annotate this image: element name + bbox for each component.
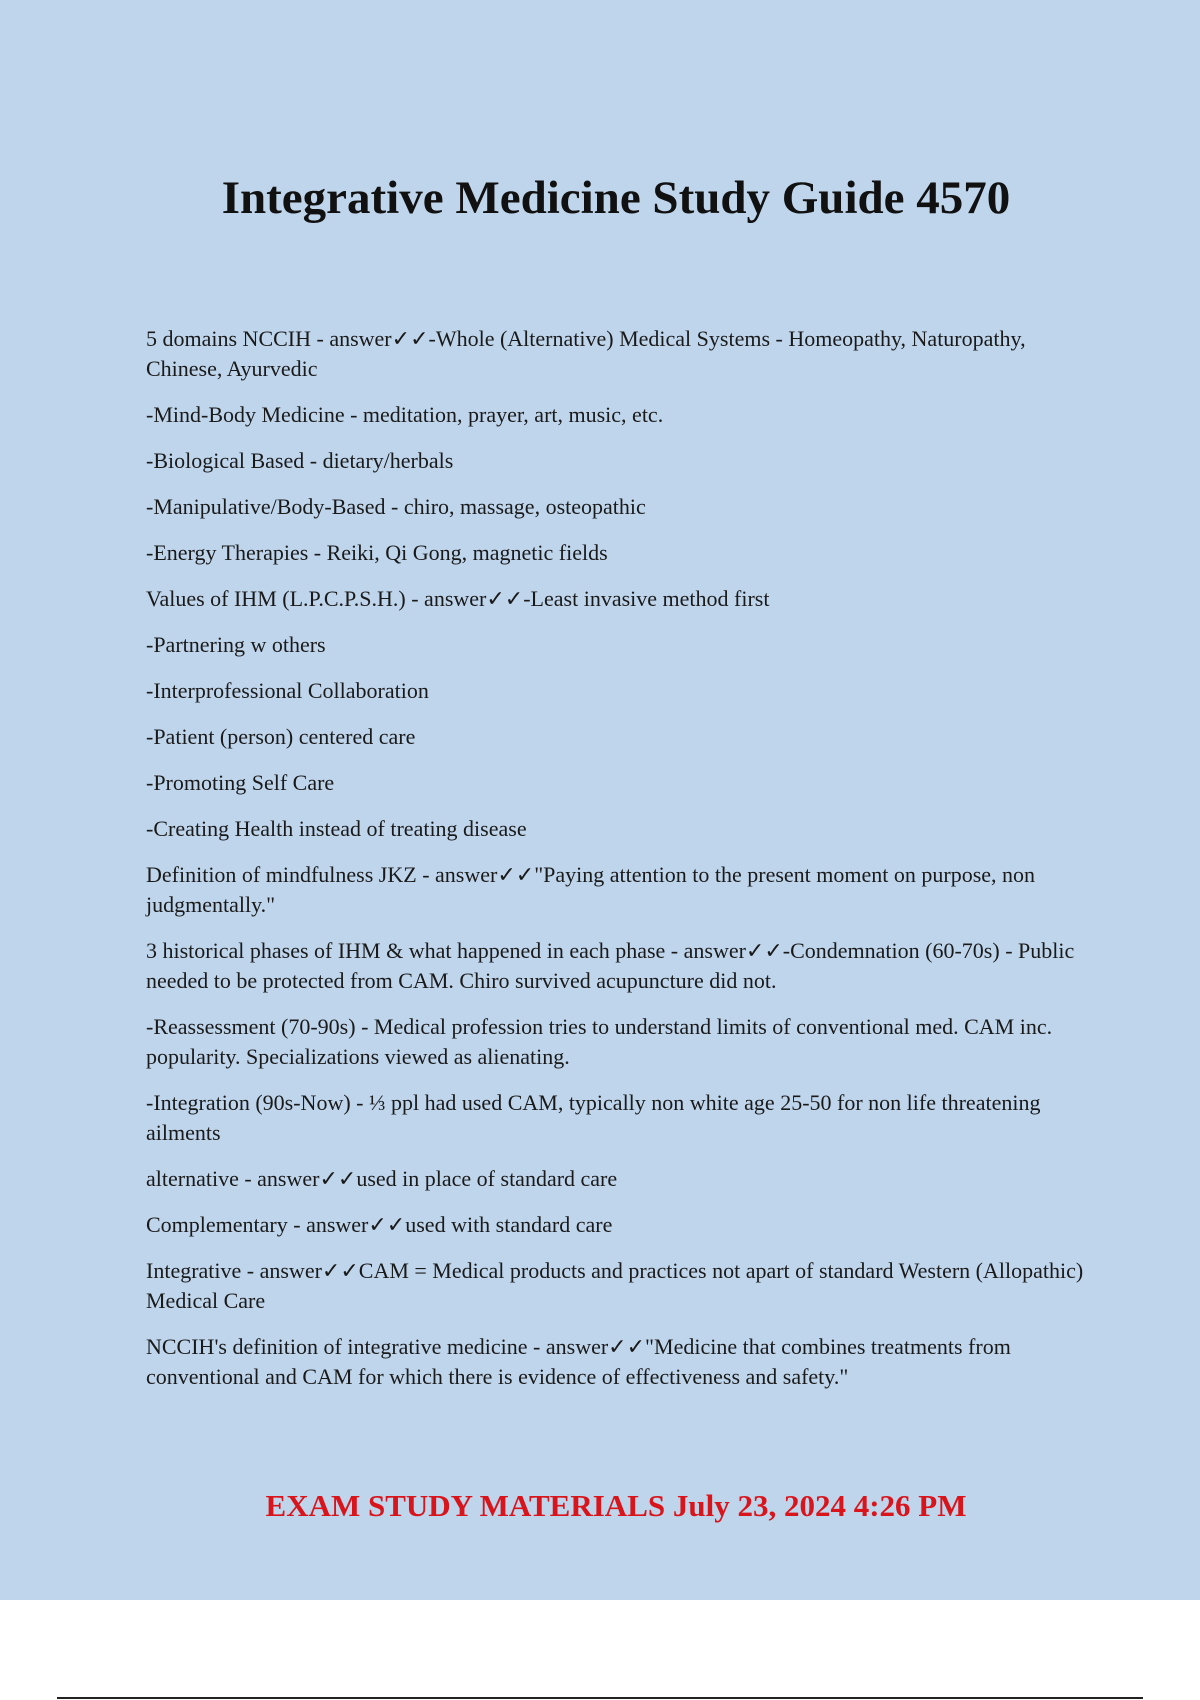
document-title: Integrative Medicine Study Guide 4570 <box>221 172 1011 224</box>
paragraph-reassessment: -Reassessment (70-90s) - Medical profession tries to understand limits of conventional med. CAM inc. popularity. Specializations viewed as alienating. <box>146 1014 1053 1069</box>
study-guide-content <box>146 324 1086 1408</box>
paragraph-self-care: -Promoting Self Care <box>146 770 335 795</box>
paragraph-nccih-domains: 5 domains NCCIH - answer✓✓-Whole (Alternative) Medical Systems - Homeopathy, Naturopathy, Chinese, Ayurvedic <box>146 326 1026 381</box>
paragraph-creating-health: -Creating Health instead of treating disease <box>146 816 527 841</box>
paragraph-partnering: -Partnering w others <box>146 632 326 657</box>
paragraph-interprofessional: -Interprofessional Collaboration <box>146 678 429 703</box>
paragraph-historical-phases: 3 historical phases of IHM & what happened in each phase - answer✓✓-Condemnation (60-70s) - Public needed to be protected from CAM. Chiro survived acupuncture did not. <box>146 938 1075 993</box>
paragraph-manipulative: -Manipulative/Body-Based - chiro, massage, osteopathic <box>146 494 646 519</box>
paragraph-alternative: alternative - answer✓✓used in place of standard care <box>146 1166 618 1191</box>
paragraph-biological: -Biological Based - dietary/herbals <box>146 448 454 473</box>
paragraph-integrative: Integrative - answer✓✓CAM = Medical products and practices not apart of standard Western (Allopathic) Medical Care <box>146 1258 1084 1313</box>
paragraph-energy-therapies: -Energy Therapies - Reiki, Qi Gong, magnetic fields <box>146 540 608 565</box>
paragraph-mind-body: -Mind-Body Medicine - meditation, prayer, art, music, etc. <box>146 402 664 427</box>
paragraph-values-ihm: Values of IHM (L.P.C.P.S.H.) - answer✓✓-Least invasive method first <box>146 586 770 611</box>
paragraph-integration: -Integration (90s-Now) - ⅓ ppl had used CAM, typically non white age 25-50 for non life threatening ailments <box>146 1090 1041 1145</box>
bottom-divider <box>57 1697 1143 1699</box>
paragraph-nccih-definition: NCCIH's definition of integrative medicine - answer✓✓"Medicine that combines treatments from conventional and CAM for which there is evidence of effectiveness and safety." <box>146 1334 1011 1389</box>
exam-materials-note: EXAM STUDY MATERIALS July 23, 2024 4:26 PM <box>265 1488 967 1523</box>
paragraph-complementary: Complementary - answer✓✓used with standard care <box>146 1212 613 1237</box>
paragraph-mindfulness: Definition of mindfulness JKZ - answer✓✓"Paying attention to the present moment on purpose, non judgmentally." <box>146 862 1036 917</box>
paragraph-patient-centered: -Patient (person) centered care <box>146 724 416 749</box>
